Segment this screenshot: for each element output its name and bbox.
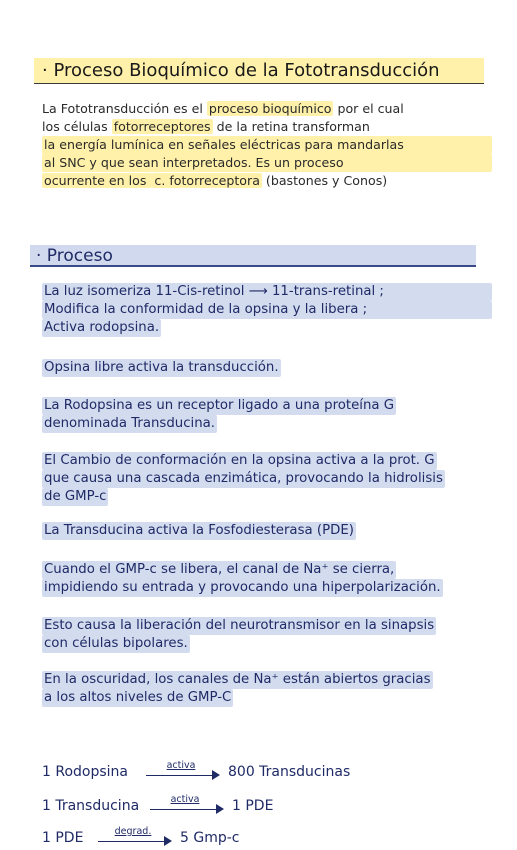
text-line: con células bipolares. [44,636,188,651]
text-line: El Cambio de conformación en la opsina activa a la prot. G [44,453,435,468]
text-line: Opsina libre activa la transducción. [44,360,279,375]
arrow-label: activa [170,794,200,805]
text-line: La Fototransducción es el proceso bioquímico por el cual [42,101,404,116]
paragraph-transducina-pde [42,522,492,540]
ratio-right: 800 Transducinas [228,764,351,780]
section-title-proceso: · Proceso [30,245,476,267]
arrow-label: degrad. [114,826,152,837]
text-line: Modifica la conformidad de la opsina y la libera ; [42,301,492,319]
paragraph-gmp-canal [42,561,492,597]
text-line: denominada Transducina. [44,416,216,431]
activation-arrow [146,794,224,816]
paragraph-rodopsina [42,397,492,433]
text-line: de GMP-c [44,489,107,504]
text-line: La luz isomeriza 11-Cis-retinol ⟶ 11-trans-retinal ; [42,283,492,301]
text-line: a los altos niveles de GMP-C [44,690,232,705]
ratio-left: 1 PDE [42,830,84,846]
degradation-arrow [94,826,172,848]
text-line: los células fotorreceptores de la retina transforman [42,119,370,134]
ratio-transducina-pde [42,794,482,818]
text-line: La Rodopsina es un receptor ligado a una proteína G [44,398,395,413]
arrow-head-icon [212,770,220,780]
text-line: impidiendo su entrada y provocando una hiperpolarización. [44,580,441,595]
ratio-left: 1 Rodopsina [42,764,128,780]
ratio-right: 1 PDE [232,798,274,814]
arrow-head-icon [164,836,172,846]
arrow-head-icon [216,804,224,814]
ratio-pde-gmpc [42,826,482,850]
text-line: En la oscuridad, los canales de Na⁺ están abiertos gracias [44,672,431,687]
arrow-label: activa [166,760,196,771]
text-line: La Transducina activa la Fosfodiesterasa (PDE) [44,523,354,538]
text-line: al SNC y que sean interpretados. Es un proceso [42,154,492,172]
text-line: que causa una cascada enzimática, provocando la hidrolisis [44,471,443,486]
paragraph-oscuridad [42,671,492,707]
text-line: Activa rodopsina. [44,320,160,335]
paragraph-neurotransmisor [42,617,492,653]
ratio-right: 5 Gmp-c [180,830,240,846]
paragraph-isomerizacion [42,283,492,337]
text-line: ocurrente en los c. fotorreceptora (bastones y Conos) [44,173,388,188]
intro-paragraph [42,100,492,190]
activation-arrow [142,760,220,782]
paragraph-opsina-libre [42,359,492,377]
section-title-fototransduccion: · Proceso Bioquímico de la Fototransducción [34,58,484,84]
ratio-rodopsina-transducinas [42,760,482,784]
text-line: Esto causa la liberación del neurotransmisor en la sinapsis [44,618,435,633]
ratio-left: 1 Transducina [42,798,140,814]
paragraph-cambio-conformacion [42,452,492,506]
text-line: la energía lumínica en señales eléctricas para mandarlas [42,136,492,154]
text-line: Cuando el GMP-c se libera, el canal de Na⁺ se cierra, [44,562,395,577]
